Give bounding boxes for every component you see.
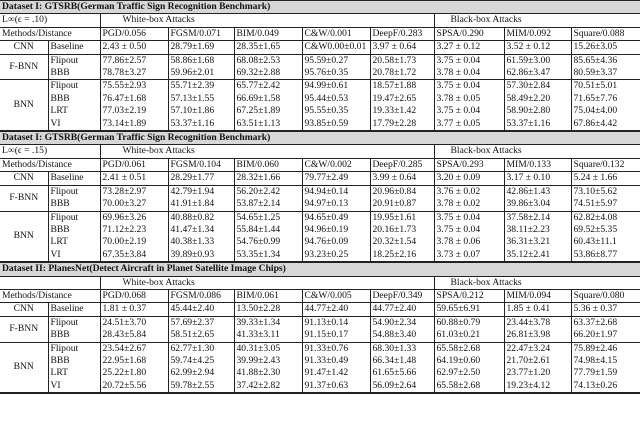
table-row (0, 118, 640, 131)
value-cell: 28.79±1.69 (168, 41, 234, 54)
value-cell: 91.15±0.17 (302, 329, 370, 342)
method-cell: BBB (48, 67, 100, 80)
value-cell: 1.85 ± 0.41 (504, 303, 571, 316)
table-row (0, 93, 640, 105)
method-cell: LRT (48, 105, 100, 117)
value-cell: 59.65±6.91 (434, 303, 504, 316)
value-cell: 77.86±2.57 (100, 54, 168, 67)
value-cell: 65.77±2.42 (234, 80, 302, 93)
table-row (0, 355, 640, 367)
attack-type-row (0, 145, 640, 158)
value-cell: 74.51±5.97 (571, 198, 640, 211)
dataset-title-row (0, 1, 640, 14)
value-cell: 74.13±0.26 (571, 380, 640, 393)
value-cell: 69.52±5.35 (571, 224, 640, 236)
model-cell: CNN (0, 41, 48, 54)
value-cell: 20.96±0.84 (370, 185, 434, 198)
value-cell: 3.17 ± 0.10 (504, 172, 571, 185)
value-cell: 18.57±1.88 (370, 80, 434, 93)
value-cell: 3.75 ± 0.04 (434, 105, 504, 117)
value-cell: 56.20±2.42 (234, 185, 302, 198)
method-cell: Flipout (48, 80, 100, 93)
value-cell: 67.25±1.89 (234, 105, 302, 117)
table-row (0, 236, 640, 248)
value-cell: 94.94±0.14 (302, 185, 370, 198)
table-row (0, 41, 640, 54)
value-cell: 44.77±2.40 (370, 303, 434, 316)
column-header: DeepF/0.349 (370, 289, 434, 302)
model-cell: F-BNN (0, 316, 48, 342)
value-cell: 36.31±3.21 (504, 236, 571, 248)
column-header: DeepF/0.283 (370, 27, 434, 40)
value-cell: 60.88±0.79 (434, 316, 504, 329)
method-cell: VI (48, 249, 100, 262)
table-row (0, 54, 640, 67)
column-header: Square/0.088 (571, 27, 640, 40)
value-cell: 61.03±0.21 (434, 329, 504, 342)
value-cell: 62.82±4.08 (571, 211, 640, 224)
table-row (0, 329, 640, 342)
value-cell: 67.86±4.42 (571, 118, 640, 131)
value-cell: 91.47±1.42 (302, 367, 370, 379)
value-cell: 20.72±5.56 (100, 380, 168, 393)
value-cell: 80.59±3.37 (571, 67, 640, 80)
value-cell: 3.78 ± 0.02 (434, 198, 504, 211)
value-cell: 95.76±0.35 (302, 67, 370, 80)
model-cell: CNN (0, 172, 48, 185)
table-row (0, 249, 640, 262)
value-cell: 5.24 ± 1.66 (571, 172, 640, 185)
value-cell: 66.20±1.97 (571, 329, 640, 342)
value-cell: 39.86±3.04 (504, 198, 571, 211)
value-cell: 1.81 ± 0.37 (100, 303, 168, 316)
value-cell: 93.23±0.25 (302, 249, 370, 262)
table-row (0, 211, 640, 224)
value-cell: 76.47±1.68 (100, 93, 168, 105)
value-cell: 69.96±3.26 (100, 211, 168, 224)
dataset-title-row (0, 131, 640, 145)
value-cell: 64.19±0.60 (434, 355, 504, 367)
value-cell: 39.99±2.43 (234, 355, 302, 367)
value-cell: 78.78±3.27 (100, 67, 168, 80)
column-header: FGSM/0.104 (168, 158, 234, 171)
value-cell: 3.99 ± 0.64 (370, 172, 434, 185)
value-cell: 57.30±2.84 (504, 80, 571, 93)
value-cell: 42.79±1.94 (168, 185, 234, 198)
table-row (0, 105, 640, 117)
value-cell: 70.51±5.01 (571, 80, 640, 93)
dataset-title-row (0, 262, 640, 276)
table-row (0, 303, 640, 316)
value-cell: 54.76±0.99 (234, 236, 302, 248)
value-cell: 95.44±0.53 (302, 93, 370, 105)
value-cell: 40.31±3.05 (234, 342, 302, 355)
methods-distance-header: Methods/Distance (0, 27, 100, 40)
value-cell: 58.51±2.65 (168, 329, 234, 342)
value-cell: 23.54±2.67 (100, 342, 168, 355)
value-cell: 3.78 ± 0.04 (434, 67, 504, 80)
model-cell: BNN (0, 211, 48, 262)
value-cell: 39.33±1.34 (234, 316, 302, 329)
dataset-title (0, 262, 640, 276)
value-cell: 54.88±3.40 (370, 329, 434, 342)
value-cell: 2.43 ± 0.50 (100, 41, 168, 54)
value-cell: 21.70±2.61 (504, 355, 571, 367)
dataset-name: GTSRB(German Traffic Sign Recognition Benchmark) (44, 1, 271, 12)
value-cell: 53.37±1.16 (504, 118, 571, 131)
column-header: SPSA/0.293 (434, 158, 504, 171)
value-cell: 94.99±0.61 (302, 80, 370, 93)
column-header: MIM/0.133 (504, 158, 571, 171)
value-cell: 20.78±1.72 (370, 67, 434, 80)
value-cell: 41.33±3.11 (234, 329, 302, 342)
column-header: Square/0.080 (571, 289, 640, 302)
value-cell: 22.47±3.24 (504, 342, 571, 355)
model-cell: F-BNN (0, 54, 48, 80)
value-cell: 75.55±2.93 (100, 80, 168, 93)
value-cell: 91.37±0.63 (302, 380, 370, 393)
value-cell: 3.75 ± 0.04 (434, 80, 504, 93)
value-cell: 20.91±0.87 (370, 198, 434, 211)
table-row (0, 316, 640, 329)
table-row (0, 80, 640, 93)
value-cell: 61.59±3.00 (504, 54, 571, 67)
value-cell: 53.86±8.77 (571, 249, 640, 262)
value-cell: 41.47±1.34 (168, 224, 234, 236)
value-cell: 3.76 ± 0.02 (434, 185, 504, 198)
method-cell: VI (48, 380, 100, 393)
model-cell: F-BNN (0, 185, 48, 211)
value-cell: 20.32±1.54 (370, 236, 434, 248)
value-cell: 3.78 ± 0.05 (434, 93, 504, 105)
value-cell: 3.78 ± 0.06 (434, 236, 504, 248)
value-cell: 94.76±0.09 (302, 236, 370, 248)
value-cell: 93.85±0.59 (302, 118, 370, 131)
value-cell: 19.23±4.12 (504, 380, 571, 393)
value-cell: 57.13±1.55 (168, 93, 234, 105)
value-cell: 3.52 ± 0.12 (504, 41, 571, 54)
value-cell: 71.65±7.76 (571, 93, 640, 105)
value-cell: 19.95±1.61 (370, 211, 434, 224)
dataset-label: Dataset I: (2, 1, 43, 12)
value-cell: 85.65±4.36 (571, 54, 640, 67)
dataset-label: Dataset II: (2, 263, 46, 275)
value-cell: 62.99±2.94 (168, 367, 234, 379)
white-box-header: White-box Attacks (100, 14, 434, 27)
value-cell: 54.65±1.25 (234, 211, 302, 224)
white-box-header: White-box Attacks (100, 145, 434, 158)
column-header: PGD/0.056 (100, 27, 168, 40)
norm-label: L∞(ϵ = .15) (2, 145, 48, 157)
value-cell: C&W0.00±0.01 (302, 41, 370, 54)
value-cell: 58.90±2.80 (504, 105, 571, 117)
value-cell: 15.26±3.05 (571, 41, 640, 54)
table-row (0, 367, 640, 379)
value-cell: 35.12±2.41 (504, 249, 571, 262)
value-cell: 75.04±4.00 (571, 105, 640, 117)
value-cell: 26.81±3.98 (504, 329, 571, 342)
table-row (0, 380, 640, 393)
value-cell: 3.77 ± 0.05 (434, 118, 504, 131)
value-cell: 18.25±2.16 (370, 249, 434, 262)
method-cell: Baseline (48, 41, 100, 54)
norm-label (0, 276, 100, 289)
value-cell: 19.47±2.65 (370, 93, 434, 105)
column-header: FGSM/0.086 (168, 289, 234, 302)
value-cell: 44.77±2.40 (302, 303, 370, 316)
table-row (0, 342, 640, 355)
model-cell: BNN (0, 80, 48, 131)
value-cell: 3.20 ± 0.09 (434, 172, 504, 185)
method-cell: BBB (48, 329, 100, 342)
black-box-header: Black-box Attacks (434, 145, 640, 158)
column-header: FGSM/0.071 (168, 27, 234, 40)
value-cell: 63.37±2.68 (571, 316, 640, 329)
value-cell: 94.65±0.49 (302, 211, 370, 224)
value-cell: 91.33±0.49 (302, 355, 370, 367)
method-cell: VI (48, 118, 100, 131)
value-cell: 61.65±5.66 (370, 367, 434, 379)
column-header-row (0, 27, 640, 40)
value-cell: 95.59±0.27 (302, 54, 370, 67)
value-cell: 57.10±1.86 (168, 105, 234, 117)
table-row (0, 185, 640, 198)
value-cell: 91.33±0.76 (302, 342, 370, 355)
value-cell: 55.84±1.44 (234, 224, 302, 236)
value-cell: 58.49±2.20 (504, 93, 571, 105)
value-cell: 28.29±1.77 (168, 172, 234, 185)
value-cell: 20.58±1.73 (370, 54, 434, 67)
column-header: BIM/0.049 (234, 27, 302, 40)
value-cell: 63.51±1.13 (234, 118, 302, 131)
table-row (0, 198, 640, 211)
dataset-label: Dataset I: (2, 132, 43, 144)
methods-distance-header: Methods/Distance (0, 289, 100, 302)
dataset-title (0, 1, 640, 14)
value-cell: 58.86±1.68 (168, 54, 234, 67)
value-cell: 75.89±2.46 (571, 342, 640, 355)
value-cell: 73.10±5.62 (571, 185, 640, 198)
value-cell: 40.38±1.33 (168, 236, 234, 248)
value-cell: 13.50±2.28 (234, 303, 302, 316)
value-cell: 28.32±1.66 (234, 172, 302, 185)
value-cell: 28.35±1.65 (234, 41, 302, 54)
value-cell: 94.97±0.13 (302, 198, 370, 211)
table-row (0, 172, 640, 185)
column-header: MIM/0.092 (504, 27, 571, 40)
method-cell: BBB (48, 224, 100, 236)
value-cell: 28.43±5.84 (100, 329, 168, 342)
column-header-row (0, 158, 640, 171)
value-cell: 20.16±1.73 (370, 224, 434, 236)
value-cell: 68.30±1.33 (370, 342, 434, 355)
value-cell: 24.51±3.70 (100, 316, 168, 329)
value-cell: 60.43±11.1 (571, 236, 640, 248)
black-box-header: Black-box Attacks (434, 276, 640, 289)
value-cell: 73.14±1.89 (100, 118, 168, 131)
value-cell: 79.77±2.49 (302, 172, 370, 185)
value-cell: 53.87±2.14 (234, 198, 302, 211)
column-header: BIM/0.061 (234, 289, 302, 302)
value-cell: 19.33±1.42 (370, 105, 434, 117)
column-header: PGD/0.068 (100, 289, 168, 302)
column-header: MIM/0.094 (504, 289, 571, 302)
value-cell: 23.77±1.20 (504, 367, 571, 379)
value-cell: 65.58±2.68 (434, 342, 504, 355)
method-cell: BBB (48, 355, 100, 367)
dataset-title (0, 131, 640, 145)
value-cell: 37.58±2.14 (504, 211, 571, 224)
value-cell: 54.90±2.34 (370, 316, 434, 329)
method-cell: Flipout (48, 316, 100, 329)
value-cell: 40.88±0.82 (168, 211, 234, 224)
value-cell: 45.44±2.40 (168, 303, 234, 316)
column-header-row (0, 289, 640, 302)
value-cell: 77.03±2.19 (100, 105, 168, 117)
column-header: SPSA/0.212 (434, 289, 504, 302)
value-cell: 39.89±0.93 (168, 249, 234, 262)
method-cell: LRT (48, 236, 100, 248)
value-cell: 59.96±2.01 (168, 67, 234, 80)
value-cell: 62.97±2.50 (434, 367, 504, 379)
value-cell: 3.97 ± 0.64 (370, 41, 434, 54)
value-cell: 91.13±0.14 (302, 316, 370, 329)
value-cell: 57.69±2.37 (168, 316, 234, 329)
value-cell: 25.22±1.80 (100, 367, 168, 379)
column-header: SPSA/0.290 (434, 27, 504, 40)
value-cell: 70.00±3.27 (100, 198, 168, 211)
method-cell: BBB (48, 93, 100, 105)
value-cell: 59.78±2.55 (168, 380, 234, 393)
value-cell: 38.11±2.23 (504, 224, 571, 236)
column-header: C&W/0.005 (302, 289, 370, 302)
value-cell: 3.75 ± 0.04 (434, 54, 504, 67)
model-cell: CNN (0, 303, 48, 316)
column-header: DeepF/0.285 (370, 158, 434, 171)
value-cell: 2.41 ± 0.51 (100, 172, 168, 185)
method-cell: Baseline (48, 303, 100, 316)
dataset-name: PlanesNet(Detect Aircraft in Planet Satellite Image Chips) (48, 263, 286, 275)
value-cell: 41.88±2.30 (234, 367, 302, 379)
value-cell: 3.73 ± 0.07 (434, 249, 504, 262)
value-cell: 65.58±2.68 (434, 380, 504, 393)
norm-label: L∞(ϵ = .10) (2, 14, 48, 26)
table-row (0, 224, 640, 236)
value-cell: 53.35±1.34 (234, 249, 302, 262)
value-cell: 22.95±1.68 (100, 355, 168, 367)
value-cell: 23.44±3.78 (504, 316, 571, 329)
value-cell: 3.75 ± 0.04 (434, 224, 504, 236)
value-cell: 41.91±1.84 (168, 198, 234, 211)
value-cell: 37.42±2.82 (234, 380, 302, 393)
dataset-name: GTSRB(German Traffic Sign Recognition Benchmark) (44, 132, 271, 144)
method-cell: Flipout (48, 211, 100, 224)
value-cell: 55.71±2.39 (168, 80, 234, 93)
value-cell: 95.55±0.35 (302, 105, 370, 117)
value-cell: 17.79±2.28 (370, 118, 434, 131)
value-cell: 74.98±4.15 (571, 355, 640, 367)
value-cell: 73.28±2.97 (100, 185, 168, 198)
value-cell: 59.74±4.25 (168, 355, 234, 367)
white-box-header: White-box Attacks (100, 276, 434, 289)
value-cell: 3.75 ± 0.04 (434, 211, 504, 224)
column-header: PGD/0.061 (100, 158, 168, 171)
value-cell: 67.35±3.84 (100, 249, 168, 262)
methods-distance-header: Methods/Distance (0, 158, 100, 171)
value-cell: 71.12±2.23 (100, 224, 168, 236)
column-header: BIM/0.060 (234, 158, 302, 171)
value-cell: 42.86±1.43 (504, 185, 571, 198)
method-cell: LRT (48, 367, 100, 379)
black-box-header: Black-box Attacks (434, 14, 640, 27)
attack-type-row (0, 276, 640, 289)
value-cell: 77.79±1.59 (571, 367, 640, 379)
method-cell: Flipout (48, 185, 100, 198)
method-cell: BBB (48, 198, 100, 211)
value-cell: 70.00±2.19 (100, 236, 168, 248)
value-cell: 68.08±2.53 (234, 54, 302, 67)
value-cell: 53.37±1.16 (168, 118, 234, 131)
value-cell: 66.69±1.58 (234, 93, 302, 105)
method-cell: Baseline (48, 172, 100, 185)
value-cell: 94.96±0.19 (302, 224, 370, 236)
value-cell: 66.34±1.48 (370, 355, 434, 367)
value-cell: 56.09±2.64 (370, 380, 434, 393)
column-header: C&W/0.002 (302, 158, 370, 171)
value-cell: 3.27 ± 0.12 (434, 41, 504, 54)
table-row (0, 67, 640, 80)
method-cell: Flipout (48, 54, 100, 67)
model-cell: BNN (0, 342, 48, 393)
value-cell: 62.77±1.30 (168, 342, 234, 355)
value-cell: 62.86±3.47 (504, 67, 571, 80)
column-header: Square/0.132 (571, 158, 640, 171)
attack-type-row (0, 14, 640, 27)
value-cell: 69.32±2.88 (234, 67, 302, 80)
value-cell: 5.36 ± 0.37 (571, 303, 640, 316)
column-header: C&W/0.001 (302, 27, 370, 40)
method-cell: Flipout (48, 342, 100, 355)
